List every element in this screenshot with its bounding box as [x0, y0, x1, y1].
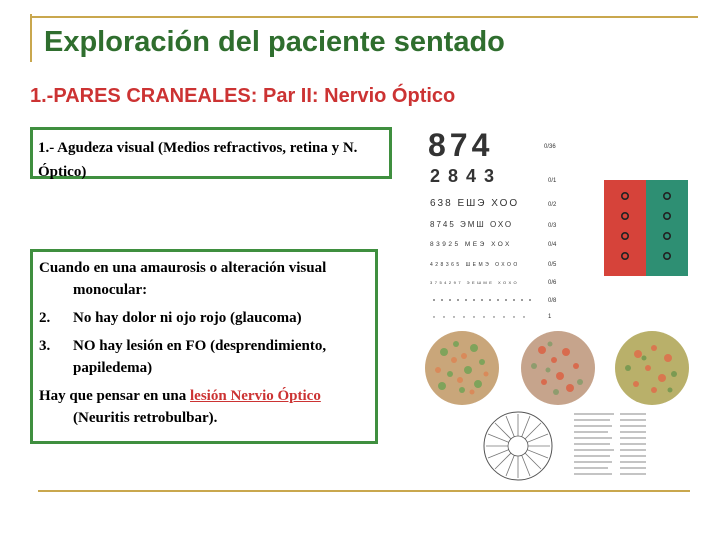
chart-row-2: 2843 — [430, 166, 503, 186]
chart-row-4: 8745 ЭМШ ОХО — [430, 220, 514, 229]
slide-title: Exploración del paciente sentado — [44, 26, 505, 58]
conclusion-prefix: Hay que pensar en una — [39, 388, 191, 404]
item-3-text: NO hay lesión en FO (desprendimiento, papiledema) — [73, 338, 327, 376]
name-list-card-icon — [570, 410, 666, 480]
astigmatism-dial-icon — [480, 408, 556, 484]
diagnosis-intro: Cuando en una amaurosis o alteración visual monocular: — [39, 260, 327, 298]
title-divider-top — [30, 16, 698, 18]
chart-row-5-label: 0/4 — [548, 242, 557, 248]
slide-subtitle: 1.-PARES CRANEALES: Par II: Nervio Óptico — [30, 85, 456, 107]
chart-row-5: 83925 МЕЭ ХОХ — [430, 241, 512, 248]
title-accent-vertical — [30, 14, 32, 62]
chart-row-1: 874 — [428, 127, 494, 163]
visual-acuity-text: 1.- Agudeza visual (Medios refractivos, retina y N. Óptico) — [38, 140, 358, 180]
item-3-number: 3. — [39, 338, 51, 354]
ishihara-plate-icon — [424, 330, 500, 406]
chart-row-9-label: 1 — [548, 314, 552, 320]
chart-row-1-label: 0/36 — [544, 144, 556, 150]
chart-row-9-dots — [433, 316, 524, 317]
chart-row-2-label: 0/1 — [548, 178, 557, 184]
visual-acuity-box — [30, 127, 392, 179]
chart-row-6: 428365 ШЕМЭ ОХОО — [430, 262, 520, 268]
snellen-chart-icon — [420, 124, 580, 324]
chart-row-7: 3754297 ЭЕШМЕ ХОХО — [430, 280, 520, 285]
diagnosis-item-3 — [39, 335, 371, 379]
ishihara-plate-icon — [520, 330, 596, 406]
chart-row-8-label: 0/8 — [548, 298, 557, 304]
chart-row-3: 638 ЕШЭ ХОО — [430, 198, 520, 209]
chart-row-4-label: 0/3 — [548, 223, 557, 229]
item-2-number: 2. — [39, 310, 51, 326]
chart-row-6-label: 0/5 — [548, 262, 557, 268]
diagnosis-item-2 — [39, 307, 371, 329]
red-green-duochrome-icon — [604, 180, 688, 276]
diagnosis-box — [30, 249, 378, 444]
ishihara-plate-icon — [614, 330, 690, 406]
diagnosis-conclusion — [39, 385, 371, 429]
chart-row-7-label: 0/6 — [548, 280, 557, 286]
footer-divider — [38, 490, 690, 492]
conclusion-suffix: (Neuritis retrobulbar). — [73, 410, 218, 426]
chart-row-3-label: 0/2 — [548, 202, 557, 208]
optic-nerve-lesion-link[interactable]: lesión Nervio Óptico — [190, 388, 321, 404]
chart-row-8-dots — [433, 299, 531, 301]
item-2-text: No hay dolor ni ojo rojo (glaucoma) — [73, 310, 302, 326]
